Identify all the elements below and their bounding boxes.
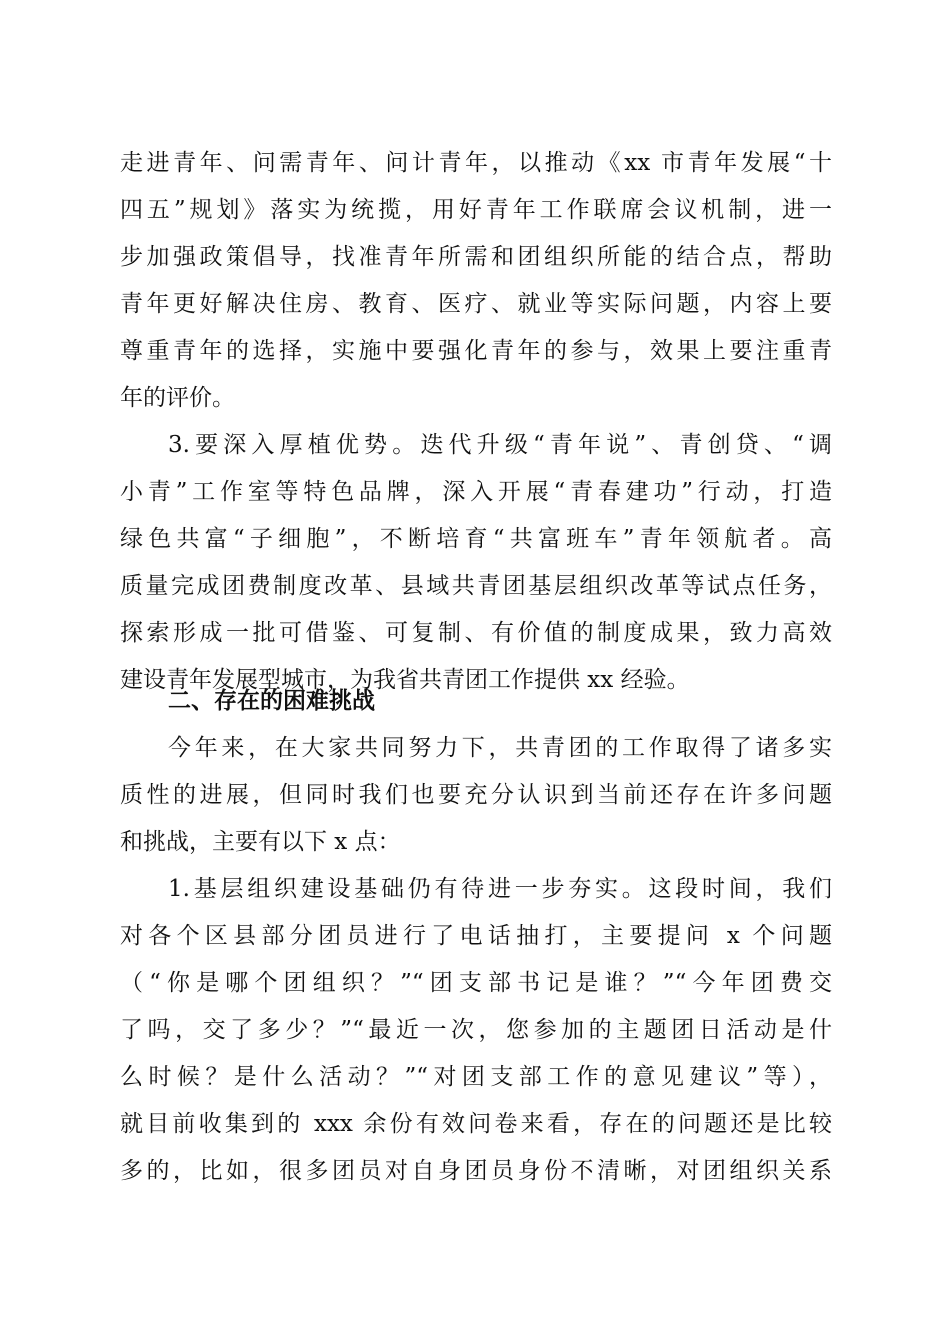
paragraph-line: 质性的进展，但同时我们也要充分认识到当前还存在许多问题 xyxy=(120,782,832,808)
paragraph-line: （“你是哪个团组织？”“团支部书记是谁？”“今年团费交 xyxy=(120,970,832,996)
section-heading: 二、存在的困难挑战 xyxy=(168,688,375,714)
paragraph-line: 对各个区县部分团员进行了电话抽打，主要提问 x 个问题 xyxy=(120,923,832,949)
paragraph-line: 么时候？是什么活动？”“对团支部工作的意见建议”等）， xyxy=(120,1064,832,1090)
paragraph-line: 建设青年发展型城市，为我省共青团工作提供 xx 经验。 xyxy=(120,667,690,693)
paragraph-line: 质量完成团费制度改革、县域共青团基层组织改革等试点任务， xyxy=(120,573,832,599)
paragraph-line: 和挑战，主要有以下 x 点： xyxy=(120,829,401,855)
paragraph-line: 青年更好解决住房、教育、医疗、就业等实际问题，内容上要 xyxy=(120,291,832,317)
paragraph-line: 走进青年、问需青年、问计青年，以推动《xx 市青年发展“十 xyxy=(120,150,832,176)
paragraph-line: 尊重青年的选择，实施中要强化青年的参与，效果上要注重青 xyxy=(120,338,832,364)
paragraph-line: 就目前收集到的 xxx 余份有效问卷来看，存在的问题还是比较 xyxy=(120,1111,832,1137)
paragraph-line: 探索形成一批可借鉴、可复制、有价值的制度成果，致力高效 xyxy=(120,620,832,646)
paragraph-line: 今年来，在大家共同努力下，共青团的工作取得了诸多实 xyxy=(168,735,832,761)
paragraph-line: 步加强政策倡导，找准青年所需和团组织所能的结合点，帮助 xyxy=(120,244,832,270)
paragraph-line: 年的评价。 xyxy=(120,385,235,411)
paragraph-line: 四五”规划》落实为统揽，用好青年工作联席会议机制，进一 xyxy=(120,197,832,223)
paragraph-line: 1.基层组织建设基础仍有待进一步夯实。这段时间，我们 xyxy=(168,876,832,902)
paragraph-line: 绿色共富“子细胞”，不断培育“共富班车”青年领航者。高 xyxy=(120,526,832,552)
paragraph-line: 小青”工作室等特色品牌，深入开展“青春建功”行动，打造 xyxy=(120,479,832,505)
paragraph-line: 了吗，交了多少？”“最近一次，您参加的主题团日活动是什 xyxy=(120,1017,832,1043)
paragraph-line: 多的，比如，很多团员对自身团员身份不清晰，对团组织关系 xyxy=(120,1158,832,1184)
paragraph-line: 3.要深入厚植优势。迭代升级“青年说”、青创贷、“调 xyxy=(168,432,832,458)
